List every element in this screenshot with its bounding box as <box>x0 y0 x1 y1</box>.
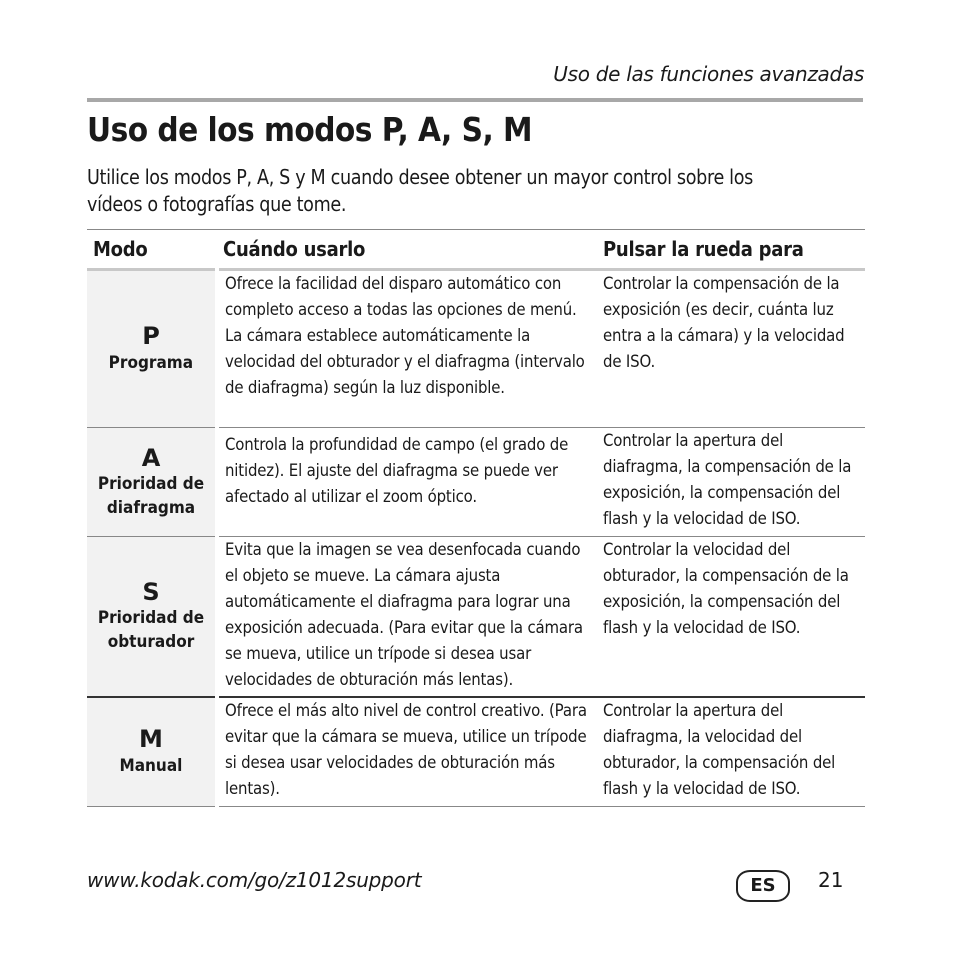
intro-paragraph: Utilice los modos P, A, S y M cuando desee obtener un mayor control sobre los vídeos o fotografías que tome. <box>87 165 753 216</box>
mode-letter: S <box>142 577 160 606</box>
dial-cell: Controlar la apertura del diafragma, la velocidad del obturador, la compensación del flash y la velocidad de ISO. <box>597 697 865 807</box>
table-row <box>87 270 865 428</box>
table-header-row <box>87 230 865 270</box>
language-badge: ES <box>736 870 790 902</box>
mode-name: Prioridad de obturador <box>97 607 205 652</box>
page-title: Uso de los modos P, A, S, M <box>87 110 533 149</box>
mode-cell <box>87 428 217 537</box>
when-cell: Evita que la imagen se vea desenfocada cuando el objeto se mueve. La cámara ajusta automáticamente el diafragma para lograr una exposición adecuada. (Para evitar que la cámara se mueva, utilice un trípode si desea usar velocidades de obturación más lentas). <box>217 537 597 697</box>
column-header-dial: Pulsar la rueda para <box>597 230 865 270</box>
table-row <box>87 697 865 807</box>
mode-letter: P <box>142 322 160 350</box>
table-row <box>87 537 865 697</box>
dial-cell: Controlar la apertura del diafragma, la compensación de la exposición, la compensación del flash y la velocidad de ISO. <box>597 428 865 537</box>
running-header: Uso de las funciones avanzadas <box>553 62 864 86</box>
when-cell: Ofrece la facilidad del disparo automático con completo acceso a todas las opciones de menú. La cámara establece automáticamente la velocidad del obturador y el diafragma (intervalo de diafragma) según la luz disponible. <box>217 270 597 428</box>
page-number: 21 <box>818 868 844 892</box>
header-divider <box>87 98 863 102</box>
mode-name: Prioridad de diafragma <box>97 473 205 518</box>
mode-cell <box>87 270 217 428</box>
mode-name: Manual <box>119 755 183 776</box>
mode-letter: A <box>141 443 161 472</box>
mode-cell <box>87 537 217 697</box>
mode-letter: M <box>139 724 163 753</box>
column-header-mode: Modo <box>87 230 217 270</box>
modes-table <box>87 229 865 807</box>
column-header-when: Cuándo usarlo <box>217 230 597 270</box>
when-cell: Ofrece el más alto nivel de control creativo. (Para evitar que la cámara se mueva, utilice un trípode si desea usar velocidades de obturación más lentas). <box>217 697 597 807</box>
mode-name: Programa <box>108 353 194 373</box>
mode-cell <box>87 697 217 807</box>
table-row <box>87 428 865 537</box>
when-cell: Controla la profundidad de campo (el grado de nitidez). El ajuste del diafragma se puede ver afectado al utilizar el zoom óptico. <box>217 428 597 537</box>
dial-cell: Controlar la velocidad del obturador, la compensación de la exposición, la compensación del flash y la velocidad de ISO. <box>597 537 865 697</box>
dial-cell: Controlar la compensación de la exposición (es decir, cuánta luz entra a la cámara) y la velocidad de ISO. <box>597 270 865 428</box>
support-url: www.kodak.com/go/z1012support <box>87 868 422 892</box>
